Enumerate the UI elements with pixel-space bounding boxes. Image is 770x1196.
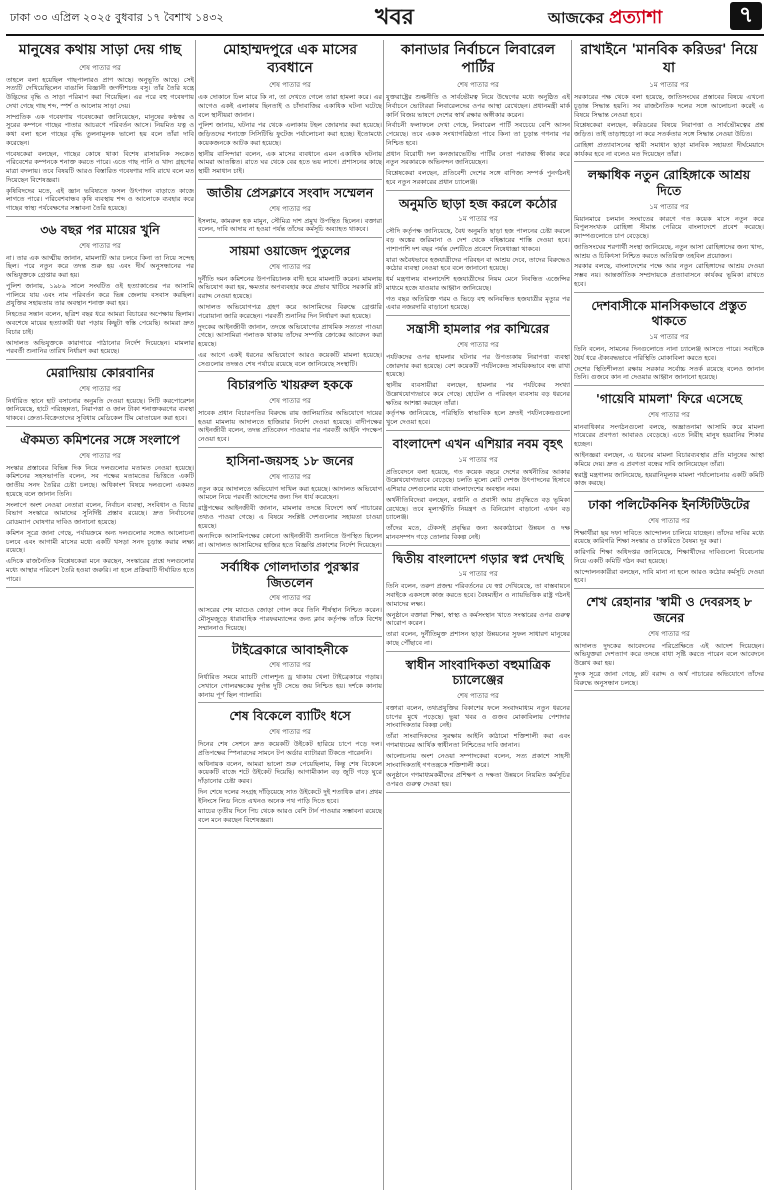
story-paragraph: নির্ধারিত স্থানে হাট বসানোর অনুমতি দেওয়া হয়েছে। সিটি করপোরেশন জানিয়েছে, হাটে পরিচ্ছন্নতা, নিরাপত্তা ও জাল টাকা শনাক্তকরণের ব্যবস্থা থাকবে। ক্রেতা-বিক্রেতাদের সুবিধায় মেডিকেল টিম মোতায়েন করা হবে।	[6, 396, 194, 423]
news-story	[386, 42, 570, 191]
story-paragraph: সরকার বলছে, বাংলাদেশের পক্ষে আর নতুন রোহিঙ্গাদের আশ্রয় দেওয়া সম্ভব নয়। আন্তর্জাতিক সম্প্রদায়কে প্রত্যাবাসনে কার্যকর ভূমিকা রাখতে হবে।	[574, 262, 764, 288]
story-paragraph: ধর্ম মন্ত্রণালয় বাংলাদেশি হজযাত্রীদের নিয়ম মেনে নিবন্ধিত এজেন্সির মাধ্যমে হজে যাওয়ার আহ্বান জানিয়েছে।	[386, 275, 570, 292]
masthead-rule	[6, 34, 764, 36]
story-paragraph: তাহলে বলা হয়েছিল গাছপালারও প্রাণ আছে। অনুভূতি আছে। সেই সত্যটি দেখিয়েছিলেন বাঙালি বিজ্ঞানী জগদীশচন্দ্র বসু। তাঁর তৈরি যন্ত্রে উদ্ভিদের বৃদ্ধি ও সাড়া পরিমাপ করা গিয়েছিল। এর পরে বহু গবেষণায় দেখা গেছে গাছ শব্দ, স্পর্শ ও আলোয় সাড়া দেয়।	[6, 75, 194, 110]
story-headline: হাসিনা-জয়সহ ১৮ জনের	[226, 453, 354, 469]
continued-from-label: শেষ পাতার পর	[269, 728, 311, 737]
story-paragraph: ম্যাচের তৃতীয় দিনে পিচ থেকে আরও বেশি টার্ন পাওয়ার সম্ভাবনা রয়েছে বলে মনে করছেন বিশেষজ্ঞরা।	[198, 807, 382, 825]
story-body	[574, 345, 764, 382]
story-paragraph: মানবাধিকার সংগঠনগুলো বলছে, অজ্ঞাতনামা আসামি করে মামলা দায়েরের প্রবণতা আবারও বেড়েছে। এতে নিরীহ মানুষ হয়রানির শিকার হচ্ছেন।	[574, 422, 764, 449]
story-paragraph: দেশের স্থিতিশীলতা রক্ষায় সরকার সর্বোচ্চ সতর্ক রয়েছে বলেও জানান তিনি। গুজবে কান না দেওয়ার আহ্বান জানানো হয়েছে।	[574, 364, 764, 382]
story-headline: মেরাদিয়ায় কোরবানির	[45, 365, 155, 381]
news-story	[386, 657, 570, 793]
news-story	[386, 436, 570, 546]
story-headline: অনুমতি ছাড়া হজ করলে কঠোর	[399, 195, 557, 211]
continued-from-label: ১ম পাতার পর	[458, 570, 498, 579]
news-story	[6, 365, 194, 427]
continued-from-label: শেষ পাতার পর	[457, 81, 499, 89]
story-headline: বাংলাদেশ এখন এশিয়ার নবম বৃহৎ	[392, 435, 564, 451]
story-paragraph: নির্ধারিত সময়ে ম্যাচটি গোলশূন্য ড্র থাকায় খেলা টাইব্রেকারে গড়ায়। সেখানে গোলরক্ষকের দুর্দান্ত দুটি সেভে জয় নিশ্চিত হয়। দর্শকে কানায় কানায় পূর্ণ ছিল গ্যালারি।	[198, 673, 382, 699]
story-body	[386, 582, 570, 647]
story-paragraph: মিয়ানমারে চলমান সংঘাতের কারণে গত কয়েক মাসে নতুন করে বিপুলসংখ্যক রোহিঙ্গা সীমান্ত পেরিয়ে বাংলাদেশে প্রবেশ করেছে। ক্যাম্পগুলোতে চাপ বেড়েছে।	[574, 214, 764, 241]
story-paragraph: রোহিঙ্গা প্রত্যাবাসনের স্থায়ী সমাধান ছাড়া মানবিক সহায়তা দীর্ঘমেয়াদে কার্যকর হবে না বলেও মত দিয়েছেন তাঁরা।	[574, 140, 764, 158]
story-paragraph: কৃষিবিদদের মতে, এই জ্ঞান ভবিষ্যতে ফসল উৎপাদন বাড়াতে কাজে লাগতে পারে। পরিবেশবান্ধব কৃষি ব্যবস্থায় শব্দ ও আলোকে ব্যবহার করে গাছের স্বাস্থ্য পর্যবেক্ষণের সম্ভাবনা তৈরি হয়েছে।	[6, 186, 194, 213]
news-story	[198, 453, 382, 554]
story-paragraph: গবেষকেরা বলছেন, গাছের কোষে থাকা বিশেষ রাসায়নিক সংকেত পরিবেশের কম্পনকে শনাক্ত করতে পারে। এতে গাছ পানি ও খাদ্য গ্রহণের মাত্রা বদলায়। তবে বিষয়টি আরও বিস্তারিত গবেষণার দাবি রাখে বলে মত দিয়েছেন বিশেষজ্ঞরা।	[6, 149, 194, 184]
story-paragraph: কারিগরি শিক্ষা অধিদপ্তর জানিয়েছে, শিক্ষার্থীদের দাবিগুলো বিবেচনায় নিয়ে একটি কমিটি গঠন করা হয়েছে।	[574, 548, 764, 565]
date-line: ঢাকা ৩০ এপ্রিল ২০২৫ বুধবার ১৭ বৈশাখ ১৪৩২	[10, 11, 224, 24]
story-headline: সন্ত্রাসী হামলার পর কাশ্মিরের	[406, 321, 550, 337]
story-headline: কানাডার নির্বাচনে লিবারেল পার্টির	[401, 42, 555, 76]
continued-from-label: শেষ পাতার পর	[648, 629, 690, 638]
story-paragraph: পুলিশ জানায়, ঘটনার পর থেকে এলাকায় টহল জোরদার করা হয়েছে। জড়িতদের শনাক্তে সিসিটিভি ফুটেজ পর্যালোচনা করা হচ্ছে। ইতোমধ্যে কয়েকজনকে আটক করা হয়েছে।	[198, 121, 382, 147]
story-paragraph: শিক্ষার্থীরা ছয় দফা দাবিতে আন্দোলন চালিয়ে যাচ্ছেন। তাঁদের দাবির মধ্যে রয়েছে কারিগরি শিক্ষা সংস্কার ও চাকরিতে বৈষম্য দূর করা।	[574, 528, 764, 546]
story-paragraph: প্রতিবেদনে বলা হয়েছে, গত কয়েক বছরে দেশের অর্থনীতির আকার উল্লেখযোগ্যভাবে বেড়েছে। চলতি মূল্যে মোট দেশজ উৎপাদনের হিসাবে এশিয়ার দেশগুলোর মধ্যে বাংলাদেশের অবস্থান নবম।	[386, 467, 570, 494]
column-divider	[383, 40, 384, 1190]
story-headline: দ্বিতীয় বাংলাদেশ গড়ার স্বপ্ন দেখছি	[392, 550, 564, 566]
news-story	[386, 196, 570, 317]
story-paragraph: আদালত অভিযোগপত্র গ্রহণ করে আসামিদের বিরুদ্ধে গ্রেপ্তারি পরোয়ানা জারি করেছেন। পরবর্তী শুনানির দিন নির্ধারণ করা হয়েছে।	[198, 302, 382, 320]
story-paragraph: বিশ্লেষকেরা বলছেন, প্রতিবেশী দেশের সঙ্গে বাণিজ্য সম্পর্ক পুনর্গঠনই হবে নতুন সরকারের প্রধান চ্যালেঞ্জ।	[386, 169, 570, 186]
story-paragraph: আলোচনায় অংশ নেওয়া সম্পাদকেরা বলেন, সত্য প্রকাশে সাহসী সাংবাদিকতাই গণতন্ত্রকে শক্তিশালী করে।	[386, 751, 570, 769]
news-story	[386, 321, 570, 431]
newspaper-logo	[548, 3, 662, 34]
story-headline: স্বাধীন সাংবাদিকতা বহুমাত্রিক চ্যালেঞ্জের	[405, 656, 551, 688]
column-2	[198, 40, 382, 1190]
continued-from-label: ১ম পাতার পর	[458, 455, 498, 464]
story-paragraph: এর আগে একই ধরনের অভিযোগে আরও কয়েকটি মামলা হয়েছে। সেগুলোর তদন্তও শেষ পর্যায়ে রয়েছে বলে জানিয়েছে সংস্থাটি।	[198, 350, 382, 368]
story-headline: মানুষের কথায় সাড়া দেয় গাছ	[18, 42, 182, 58]
column-3	[386, 40, 570, 1190]
column-divider	[571, 40, 572, 1190]
news-story	[198, 708, 382, 829]
story-headline: সায়মা ওয়াজেদ পুতুলের	[229, 243, 351, 259]
continued-from-label: শেষ পাতার পর	[79, 63, 121, 72]
story-paragraph: জাতিসংঘের শরণার্থী সংস্থা জানিয়েছে, নতুন আসা রোহিঙ্গাদের জন্য খাদ্য, আশ্রয় ও চিকিৎসা নিশ্চিত করতে অতিরিক্ত তহবিল প্রয়োজন।	[574, 242, 764, 260]
story-body	[6, 76, 194, 213]
story-divider	[198, 237, 382, 238]
story-divider	[574, 292, 764, 293]
story-divider	[198, 702, 382, 703]
story-paragraph: দিন শেষে দলের সংগ্রহ দাঁড়িয়েছে সাত উইকেটে দুই শতাধিক রান। প্রথম ইনিংসে লিড নিতে এখনও অনেক পথ পাড়ি দিতে হবে।	[198, 787, 382, 805]
continued-from-label: ১ম পাতার পর	[649, 202, 689, 211]
story-paragraph: সৌদি কর্তৃপক্ষ জানিয়েছে, বৈধ অনুমতি ছাড়া হজ পালনের চেষ্টা করলে বড় অঙ্কের জরিমানা ও দেশ থেকে বহিষ্কারের শাস্তি দেওয়া হবে। পাশাপাশি দশ বছর পর্যন্ত দেশটিতে প্রবেশে নিষেধাজ্ঞা থাকবে।	[386, 227, 570, 253]
story-paragraph: বিশ্লেষকেরা বলছেন, করিডরের বিষয়ে নিরাপত্তা ও সার্বভৌমত্বের প্রশ্ন জড়িত। তাই তাড়াহুড়ো না করে সতর্কতার সঙ্গে সিদ্ধান্ত নেওয়া উচিত।	[574, 121, 764, 139]
story-headline: মোহাম্মদপুরে এক মাসের ব্যবধানে	[222, 42, 358, 76]
story-divider	[386, 315, 570, 316]
story-headline: টাইব্রেকারে আবাহনীকে	[231, 641, 348, 657]
story-paragraph: যারা অবৈধভাবে হজযাত্রীদের পরিবহন বা আশ্রয় দেবে, তাদের বিরুদ্ধেও কঠোর ব্যবস্থা নেওয়া হবে বলে জানানো হয়েছে।	[386, 255, 570, 273]
news-story	[198, 185, 382, 238]
news-story	[574, 167, 764, 292]
story-body	[386, 227, 570, 312]
logo-word-1: আজকের	[548, 9, 604, 27]
story-paragraph: দুদক সূত্রে জানা গেছে, প্লট বরাদ্দ ও অর্থ পাচারের অভিযোগে তাঁদের বিরুদ্ধে অনুসন্ধান চলছে।	[574, 669, 764, 687]
page-number: ৭	[730, 2, 762, 30]
story-paragraph: সাম্প্রতিক এক গবেষণায় গবেষকেরা জানিয়েছেন, মানুষের কণ্ঠস্বর ও সুরের কম্পনে গাছের পাতার আচরণে পরিবর্তন আসে। নিয়মিত যত্ন ও কথা বলা হলে গাছের বৃদ্ধি তুলনামূলক ভালো হয় বলে তাঁরা দাবি করেছেন।	[6, 112, 194, 147]
story-headline: সর্বাধিক গোলদাতার পুরস্কার জিতলেন	[220, 559, 359, 590]
continued-from-label: ১ম পাতার পর	[458, 215, 498, 224]
story-headline: ৩৬ বছর পর মায়ের খুনি	[40, 221, 160, 237]
continued-from-label: শেষ পাতার পর	[269, 472, 311, 481]
story-paragraph: রাষ্ট্রপক্ষের আইনজীবী জানান, মামলার তদন্তে বিদেশে অর্থ পাচারের তথ্যও পাওয়া গেছে। এ বিষয়ে সংশ্লিষ্ট দেশগুলোর সহায়তা চাওয়া হয়েছে।	[198, 504, 382, 530]
story-paragraph: নতুন করে আদালতে অভিযোগ দাখিল করা হয়েছে। আদালত অভিযোগ আমলে নিয়ে পরবর্তী আদেশের জন্য দিন ধার্য করেছেন।	[198, 484, 382, 502]
continued-from-label: শেষ পাতার পর	[269, 262, 311, 271]
story-paragraph: অন্যদিকে আসামিপক্ষের কোনো আইনজীবী শুনানিতে উপস্থিত ছিলেন না। আদালত আসামিদের হাজির হতে বিজ্ঞপ্তি প্রকাশের নির্দেশ দিয়েছেন।	[198, 532, 382, 550]
story-body	[574, 642, 764, 688]
story-headline: দেশবাসীকে মানসিকভাবে প্রস্তুত থাকতে	[591, 297, 747, 329]
continued-from-label: ১ম পাতার পর	[649, 81, 689, 89]
continued-from-label: শেষ পাতার পর	[79, 451, 121, 460]
story-paragraph: গত বছর অতিরিক্ত গরম ও ভিড়ে বহু অনিবন্ধিত হজযাত্রীর মৃত্যুর পর এবার নজরদারি বাড়ানো হয়েছে।	[386, 294, 570, 312]
story-divider	[198, 447, 382, 448]
story-paragraph: অনুষ্ঠানে বক্তারা শিক্ষা, স্বাস্থ্য ও কর্মসংস্থান খাতে সংস্কারের ওপর গুরুত্ব আরোপ করেন।	[386, 610, 570, 628]
story-divider	[386, 792, 570, 793]
story-body	[198, 485, 382, 550]
news-story	[574, 594, 764, 691]
story-paragraph: অর্থনীতিবিদেরা বলছেন, রপ্তানি ও প্রবাসী আয় প্রবৃদ্ধিতে বড় ভূমিকা রেখেছে। তবে মূল্যস্ফীতি নিয়ন্ত্রণ ও বিনিয়োগ বাড়ানো এখন বড় চ্যালেঞ্জ।	[386, 495, 570, 522]
story-paragraph: তিনি বলেন, তরুণ প্রজন্ম পরিবর্তনের যে স্বপ্ন দেখিয়েছে, তা বাস্তবায়নে সবাইকে একসঙ্গে কাজ করতে হবে। বৈষম্যহীন ও ন্যায়ভিত্তিক রাষ্ট্র গঠনই আমাদের লক্ষ্য।	[386, 582, 570, 608]
story-paragraph: তিনি বলেন, সামনের দিনগুলোতে নানা চ্যালেঞ্জ আসতে পারে। সবাইকে ধৈর্য ধরে ঐক্যবদ্ধভাবে পরিস্থিতি মোকাবিলা করতে হবে।	[574, 344, 764, 362]
story-body	[574, 423, 764, 488]
story-paragraph: পুলিশ জানায়, ১৯৮৯ সালে সংঘটিত ওই হত্যাকাণ্ডের পর আসামি পালিয়ে যায় এবং নাম পরিবর্তন করে ভিন্ন জেলায় বসবাস করছিল। প্রযুক্তির সহায়তায় তার অবস্থান শনাক্ত করা হয়।	[6, 281, 194, 308]
story-paragraph: বক্তারা বলেন, তথ্যপ্রযুক্তির বিকাশের ফলে সংবাদমাধ্যম নতুন ধরনের চাপের মুখে পড়েছে। ভুয়া খবর ও গুজব মোকাবিলায় পেশাদার সাংবাদিকতার বিকল্প নেই।	[386, 703, 570, 730]
news-story	[574, 497, 764, 589]
continued-from-label: শেষ পাতার পর	[648, 516, 690, 525]
continued-from-label: শেষ পাতার পর	[269, 81, 311, 89]
continued-from-label: শেষ পাতার পর	[79, 241, 121, 250]
story-headline: বিচারপতি খায়রুল হককে	[227, 377, 353, 393]
story-paragraph: সাবেক প্রধান বিচারপতির বিরুদ্ধে রায় জালিয়াতির অভিযোগে দায়ের হওয়া মামলায় আদালতে হাজিরার নির্দেশ দেওয়া হয়েছে। বাদীপক্ষের আইনজীবী বলেন, তদন্ত প্রতিবেদন পাওয়ার পর পরবর্তী আইনি পদক্ষেপ নেওয়া হবে।	[198, 408, 382, 444]
story-divider	[198, 553, 382, 554]
story-divider	[574, 491, 764, 492]
story-paragraph: দুর্নীতি দমন কমিশনের উপপরিচালক বাদী হয়ে মামলাটি করেন। মামলায় অভিযোগ করা হয়, ক্ষমতার অপব্যবহার করে প্রভাব খাটিয়ে সরকারি প্লট বরাদ্দ নেওয়া হয়েছে।	[198, 274, 382, 301]
story-divider	[6, 216, 194, 217]
story-body	[198, 409, 382, 444]
news-story	[386, 551, 570, 652]
column-4	[574, 40, 764, 1190]
story-paragraph: স্থানীয় ব্যবসায়ীরা বলছেন, হামলার পর পর্যটকের সংখ্যা উল্লেখযোগ্যভাবে কমে গেছে। হোটেল ও পরিবহন ব্যবসায় বড় ধরনের ক্ষতির আশঙ্কা করছেন তাঁরা।	[386, 381, 570, 407]
news-story	[198, 559, 382, 637]
story-body	[386, 353, 570, 427]
story-divider	[574, 690, 764, 691]
news-story	[574, 391, 764, 492]
story-body	[574, 529, 764, 586]
story-paragraph: নির্বাচনী ফলাফলে দেখা গেছে, লিবারেল পার্টি সবচেয়ে বেশি আসন পেয়েছে। তবে একক সংখ্যাগরিষ্ঠতা পাবে কিনা তা চূড়ান্ত গণনার পর নিশ্চিত হবে।	[386, 121, 570, 147]
masthead	[0, 0, 770, 36]
story-paragraph: তারা বলেন, দুর্নীতিমুক্ত প্রশাসন ছাড়া উন্নয়নের সুফল সাধারণ মানুষের কাছে পৌঁছাবে না।	[386, 630, 570, 647]
story-paragraph: পর্যটকদের ওপর হামলার ঘটনার পর উপত্যকায় নিরাপত্তা ব্যবস্থা জোরদার করা হয়েছে। বেশ কয়েকটি পর্যটনকেন্দ্র সাময়িকভাবে বন্ধ রাখা হয়েছে।	[386, 352, 570, 379]
continued-from-label: শেষ পাতার পর	[269, 661, 311, 670]
story-headline: 'গায়েবি মামলা' ফিরে এসেছে	[596, 391, 742, 407]
story-divider	[198, 828, 382, 829]
story-headline: শেখ রেহানার 'স্বামী ও দেবরসহ ৮ জনের	[586, 594, 752, 625]
story-body	[574, 93, 764, 158]
story-paragraph: স্বরাষ্ট্র মন্ত্রণালয় জানিয়েছে, হয়রানিমূলক মামলা পর্যালোচনায় একটি কমিটি কাজ করছে।	[574, 470, 764, 488]
section-title: খবর	[375, 5, 414, 30]
story-paragraph: দুদকের আইনজীবী জানান, তদন্তে অভিযোগের প্রাথমিক সত্যতা পাওয়া গেছে। আসামিরা পলাতক থাকায় তাঁদের সম্পত্তি ক্রোকের আবেদন করা হয়েছে।	[198, 322, 382, 349]
story-paragraph: প্রধান বিরোধী দল কনজারভেটিভ পার্টির নেতা পরাজয় স্বীকার করে নতুন সরকারকে অভিনন্দন জানিয়েছেন।	[386, 149, 570, 167]
story-body	[574, 215, 764, 289]
continued-from-label: শেষ পাতার পর	[79, 384, 121, 393]
story-body	[6, 254, 194, 356]
story-divider	[6, 426, 194, 427]
story-divider	[574, 161, 764, 162]
story-paragraph: আদালত অভিযুক্তকে কারাগারে পাঠানোর নির্দেশ দিয়েছেন। মামলার পরবর্তী শুনানির তারিখ নির্ধারণ করা হয়েছে।	[6, 338, 194, 356]
story-body	[198, 740, 382, 825]
continued-from-label: শেষ পাতার পর	[457, 691, 499, 700]
news-story	[574, 42, 764, 162]
story-divider	[386, 545, 570, 546]
news-story	[198, 243, 382, 372]
logo-word-2: প্রত্যাশা	[608, 7, 663, 28]
story-paragraph: যুক্তরাষ্ট্রের শুল্কনীতি ও সার্বভৌমত্ব নিয়ে উদ্বেগের মধ্যে অনুষ্ঠিত এই নির্বাচনে ভোটাররা লিবারেলদের ওপর আস্থা রেখেছেন। প্রধানমন্ত্রী মার্ক কার্নি বিজয় ভাষণে দেশের স্বার্থ রক্ষার অঙ্গীকার করেন।	[386, 93, 570, 119]
story-paragraph: কর্তৃপক্ষ জানিয়েছে, পরিস্থিতি স্বাভাবিক হলে দ্রুতই পর্যটনকেন্দ্রগুলো খুলে দেওয়া হবে।	[386, 409, 570, 427]
news-story	[198, 42, 382, 180]
story-body	[386, 704, 570, 789]
story-divider	[386, 651, 570, 652]
column-divider	[195, 40, 196, 1190]
story-divider	[6, 587, 194, 588]
story-paragraph: দিনের শেষ সেশনে দ্রুত কয়েকটি উইকেট হারিয়ে চাপে পড়ে দল। প্রতিপক্ষের স্পিনারদের সামনে টপ অর্ডার ব্যাটাররা টিকতে পারেননি।	[198, 740, 382, 757]
story-divider	[574, 385, 764, 386]
story-body	[386, 468, 570, 542]
story-divider	[386, 190, 570, 191]
story-headline: শেষ বিকেলে ব্যাটিং ধসে	[229, 708, 351, 724]
story-divider	[198, 636, 382, 637]
story-headline: ঐকমত্য কমিশনের সঙ্গে সংলাপে	[20, 431, 180, 447]
story-headline: লক্ষাধিক নতুন রোহিঙ্গাকে আশ্রয় দিতে	[587, 167, 751, 198]
story-divider	[574, 588, 764, 589]
continued-from-label: শেষ পাতার পর	[269, 594, 311, 603]
story-paragraph: আইনজ্ঞরা বলছেন, এ ধরনের মামলা বিচারব্যবস্থার প্রতি মানুষের আস্থা কমিয়ে দেয়। দ্রুত এ প্রবণতা বন্ধের দাবি জানিয়েছেন তাঁরা।	[574, 450, 764, 468]
story-body	[198, 93, 382, 176]
column-1	[6, 40, 194, 1190]
story-paragraph: আদালত দুদকের আবেদনের পরিপ্রেক্ষিতে এই আদেশ দিয়েছেন। অভিযুক্তরা দেশত্যাগ করে তদন্তে বাধা সৃষ্টি করতে পারেন বলে আবেদনে উল্লেখ করা হয়।	[574, 641, 764, 668]
story-headline: রাখাইনে 'মানবিক করিডর' নিয়ে যা	[580, 42, 758, 76]
story-paragraph: না। তার এক আত্মীয় জানান, মামলাটি আর চলবে কিনা তা নিয়ে সন্দেহ ছিল। পরে নতুন করে তদন্ত শুরু হয় এবং দীর্ঘ অনুসন্ধানের পর অভিযুক্তকে গ্রেপ্তার করা হয়।	[6, 253, 194, 280]
story-divider	[198, 371, 382, 372]
story-headline: ঢাকা পলিটেকনিক ইনস্টিটিউটের	[588, 497, 750, 513]
story-paragraph: আন্দোলনকারীরা বলছেন, দাবি মানা না হলে আরও কঠোর কর্মসূচি দেওয়া হবে।	[574, 567, 764, 585]
story-paragraph: অনুষ্ঠানে গণমাধ্যমকর্মীদের প্রশিক্ষণ ও দক্ষতা উন্নয়নে নিয়মিত কর্মসূচির ওপরও গুরুত্ব দেওয়া হয়।	[386, 771, 570, 789]
story-paragraph: ইসলাম, কামরুল হক মামুন, সৌমিত্র দাশ প্রমুখ উপস্থিত ছিলেন। বক্তারা বলেন, দাবি আদায় না হওয়া পর্যন্ত তাঁদের কর্মসূচি অব্যাহত থাকবে।	[198, 216, 382, 234]
story-body	[6, 397, 194, 423]
story-paragraph: সংলাপে অংশ নেওয়া নেতারা বলেন, নির্বাচন ব্যবস্থা, সংবিধান ও বিচার বিভাগ সংস্কারে আমাদের সুনির্দিষ্ট প্রস্তাব রয়েছে। দ্রুত নির্বাচনের রোডম্যাপ ঘোষণার দাবিও জানানো হয়েছে।	[6, 500, 194, 527]
story-paragraph: স্থানীয় বাসিন্দারা বলেন, এক মাসের ব্যবধানে এমন একাধিক ঘটনায় আমরা আতঙ্কিত। রাতে ঘর থেকে বের হতে ভয় লাগে। প্রশাসনের কাছে স্থায়ী সমাধান চাই।	[198, 149, 382, 176]
news-story	[6, 432, 194, 588]
story-paragraph: এক দোকানে ঢিল মারে কি না, তা দেখতে গেলে তারা হামলা করে। এর আগেও একই এলাকায় ছিনতাই ও চাঁদাবাজির একাধিক ঘটনা ঘটেছে বলে স্থানীয়রা জানান।	[198, 93, 382, 119]
continued-from-label: ১ম পাতার পর	[649, 332, 689, 341]
story-paragraph: সংস্কার প্রস্তাবের বিভিন্ন দিক নিয়ে দলগুলোর মতামত নেওয়া হয়েছে। কমিশনের সহসভাপতি বলেন, সব পক্ষের মতামতের ভিত্তিতে একটি জাতীয় সনদ তৈরির চেষ্টা চলছে। অধিকাংশ বিষয়ে দলগুলো একমত হয়েছে বলে জানান তিনি।	[6, 463, 194, 498]
story-paragraph: সরকারের পক্ষ থেকে বলা হয়েছে, জাতিসংঘের প্রস্তাবের বিষয়ে এখনো চূড়ান্ত সিদ্ধান্ত হয়নি। সব রাজনৈতিক দলের সঙ্গে আলোচনা করেই এ বিষয়ে সিদ্ধান্ত নেওয়া হবে।	[574, 93, 764, 119]
story-paragraph: অধিনায়ক বলেন, আমরা ভালো শুরু পেয়েছিলাম, কিন্তু শেষ বিকেলে কয়েকটি বাজে শটে উইকেট দিয়েছি। আগামীকাল বড় জুটি গড়ে ঘুরে দাঁড়ানোর চেষ্টা করব।	[198, 759, 382, 786]
story-divider	[198, 179, 382, 180]
story-paragraph: তাঁরা সাংবাদিকদের সুরক্ষায় আইনি কাঠামো শক্তিশালী করা এবং গণমাধ্যমের আর্থিক স্বাধীনতা নিশ্চিতের দাবি জানান।	[386, 732, 570, 749]
story-divider	[386, 430, 570, 431]
story-body	[198, 217, 382, 235]
news-story	[198, 642, 382, 704]
news-story	[574, 298, 764, 386]
news-story	[6, 42, 194, 217]
story-body	[198, 275, 382, 369]
story-divider	[6, 359, 194, 360]
story-paragraph: কমিশন সূত্রে জানা গেছে, পর্যায়ক্রমে অন্য দলগুলোর সঙ্গেও আলোচনা চলবে এবং আগামী মাসের মধ্যে একটি খসড়া সনদ চূড়ান্ত করার লক্ষ্য রয়েছে।	[6, 528, 194, 555]
story-body	[6, 464, 194, 584]
story-paragraph: আসরের শেষ ম্যাচেও জোড়া গোল করে তিনি শীর্ষস্থান নিশ্চিত করেন। মৌসুমজুড়ে ধারাবাহিক পারফরম্যান্সের জন্য ক্লাব কর্তৃপক্ষ তাঁকে বিশেষ সম্মাননাও দিয়েছে।	[198, 606, 382, 632]
story-body	[198, 673, 382, 699]
story-paragraph: এদিকে রাজনৈতিক বিশ্লেষকেরা মনে করছেন, সংস্কারের প্রশ্নে দলগুলোর মধ্যে আস্থার পরিবেশ তৈরি হওয়া জরুরি। না হলে প্রক্রিয়াটি দীর্ঘায়িত হতে পারে।	[6, 557, 194, 583]
news-story	[6, 222, 194, 360]
story-paragraph: তাঁদের মতে, টেকসই প্রবৃদ্ধির জন্য অবকাঠামো উন্নয়ন ও দক্ষ মানবসম্পদ গড়ে তোলার বিকল্প নেই।	[386, 524, 570, 541]
news-story	[198, 377, 382, 448]
continued-from-label: শেষ পাতার পর	[269, 204, 311, 213]
continued-from-label: শেষ পাতার পর	[457, 340, 499, 349]
story-paragraph: নিহতের সন্তান বলেন, ছত্রিশ বছর ধরে আমরা বিচারের অপেক্ষায় ছিলাম। অবশেষে মায়ের হত্যাকারী ধরা পড়ায় কিছুটা স্বস্তি পেয়েছি। আমরা দ্রুত বিচার চাই।	[6, 310, 194, 336]
story-headline: জাতীয় প্রেসক্লাবে সংবাদ সম্মেলন	[206, 184, 374, 200]
continued-from-label: শেষ পাতার পর	[269, 396, 311, 405]
story-body	[386, 93, 570, 187]
story-body	[198, 606, 382, 632]
continued-from-label: শেষ পাতার পর	[648, 410, 690, 419]
